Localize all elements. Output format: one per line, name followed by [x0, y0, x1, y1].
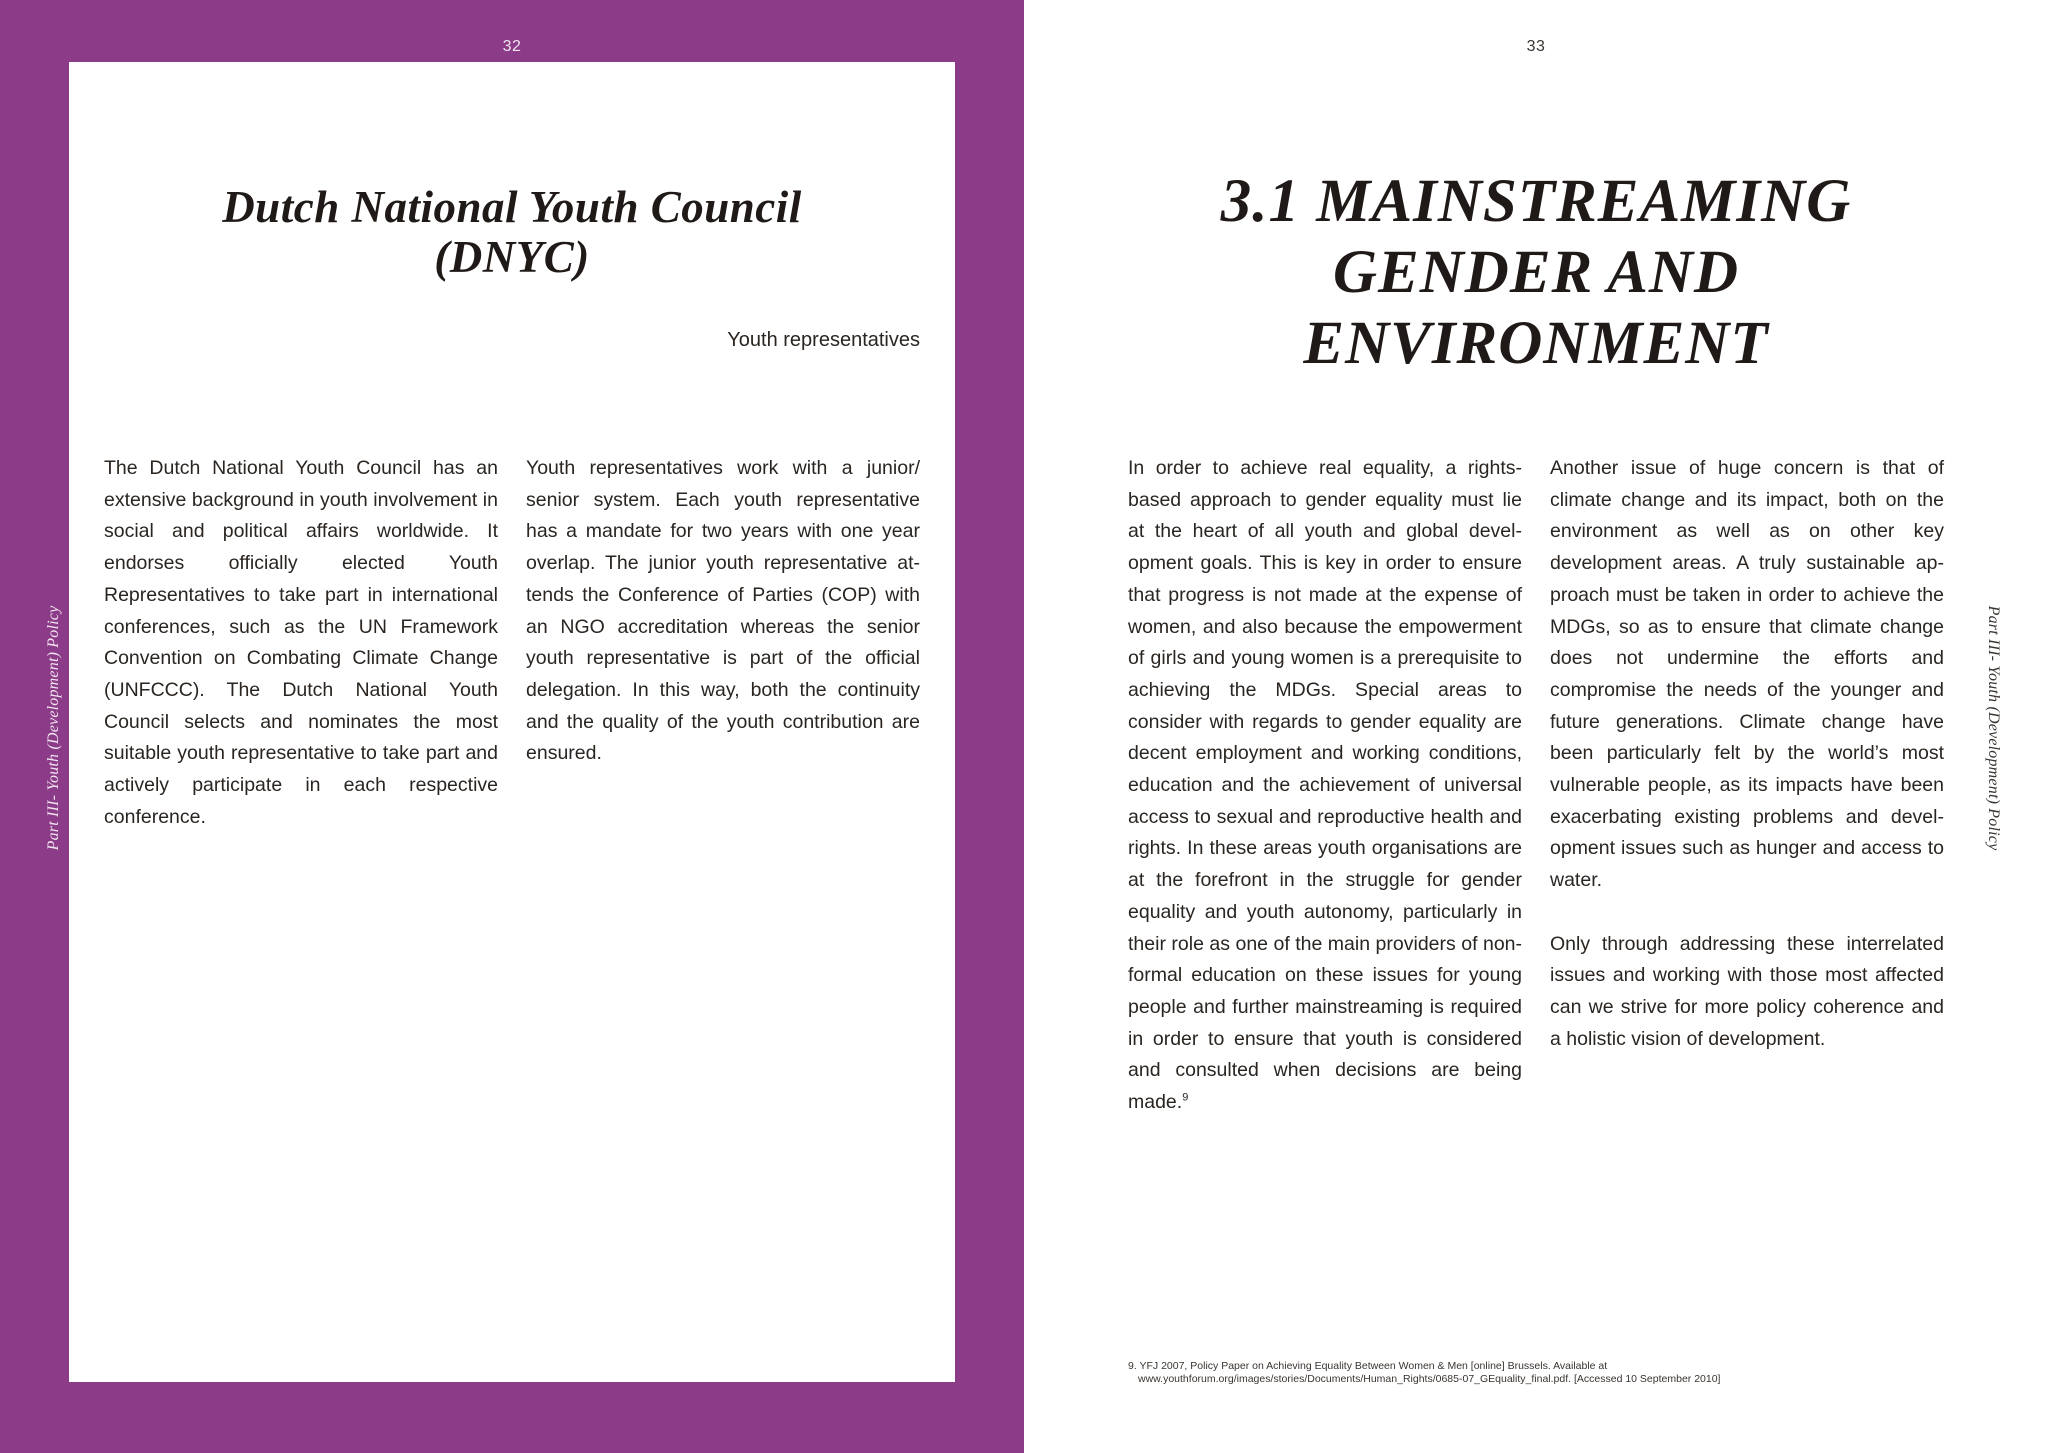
org-subtitle: Youth representatives [727, 329, 920, 351]
footnote-line1: 9. YFJ 2007, Policy Paper on Achieving Equality Between Women & Men [online] Brussels. Available at [1128, 1360, 1608, 1372]
section-heading [1134, 166, 1938, 379]
footnote-line2: www.youthforum.org/images/stories/Documents/Human_Rights/0685-07_GEquality_final.pdf. [Accessed 10 September 2010] [1138, 1373, 1721, 1385]
paragraph-gap [1550, 897, 1944, 929]
page-number-right: 33 [1526, 38, 1546, 55]
body-column-2 [1550, 453, 1944, 1055]
section-heading-line2: GENDER AND [1333, 239, 1739, 306]
body-column-1-text: In order to achieve real equality, a rights-based approach to gender equality must lie at the heart of all youth and global development goals. This is key in order to ensure that progress is not made at the expense of women, and also because the empowerment of girls and young women is a prerequisite to achieving the MDGs. Special areas to consider with regards to gender equality are decent employment and working conditions, education and the achievement of universal access to sexual and reproductive health and rights. In these areas youth organisations are at the forefront in the struggle for gender equality and youth autonomy, particularly in their role as one of the main providers of non-formal education on these issues for young people and further mainstreaming is required in order to ensure that youth is considered and consulted when decisions are being made. [1128, 457, 1522, 1114]
page-number-left: 32 [502, 38, 522, 55]
body-column-2-para1: Another issue of huge concern is that of climate change and its impact, both on the environment as well as on other key development areas. A truly sustainable approach must be taken in order to achieve the MDGs, so as to ensure that climate change does not undermine the efforts and compromise the needs of the younger and future generations. Climate change have been particularly felt by the world’s most vulnerable people, as its impacts have been exacerbating existing problems and development issues such as hunger and access to water. [1550, 457, 1944, 892]
section-heading-line1: 3.1 MAINSTREAMING [1220, 168, 1852, 235]
side-label-right: Part III- Youth (Development) Policy [1985, 605, 2002, 851]
side-label-left: Part III- Youth (Development) Policy [45, 605, 62, 851]
body-column-1: The Dutch National Youth Council has an extensive background in youth involvement in social and political affairs worldwide. It endorses officially elected Youth Representatives to take part in international conferences, such as the UN Framework Convention on Combating Climate Change (UNFCCC). The Dutch National Youth Council selects and nominates the most suitable youth representative to take part and actively participate in each respective conference. [104, 457, 498, 828]
org-title-line1: Dutch National Youth Council [222, 182, 802, 232]
footnote-ref[interactable]: 9 [1182, 1091, 1189, 1104]
right-page [1024, 0, 2048, 1453]
body-column-2-para2: Only through addressing these interrelated issues and working with those most affected can we strive for more policy coherence and a holistic vision of development. [1550, 932, 1944, 1050]
org-title-line2: (DNYC) [434, 232, 590, 282]
footnote [1128, 1360, 1928, 1386]
body-column-2: Youth representatives work with a junior/ senior system. Each youth representative has a mandate for two years with one year overlap. The junior youth representative attends the Conference of Parties (COP) with an NGO accreditation whereas the senior youth representative is part of the official delegation. In this way, both the continuity and the quality of the youth contribution are ensured. [526, 457, 920, 765]
section-heading-line3: ENVIRONMENT [1303, 310, 1769, 377]
body-column-1 [1128, 453, 1522, 1119]
org-title [140, 182, 884, 282]
